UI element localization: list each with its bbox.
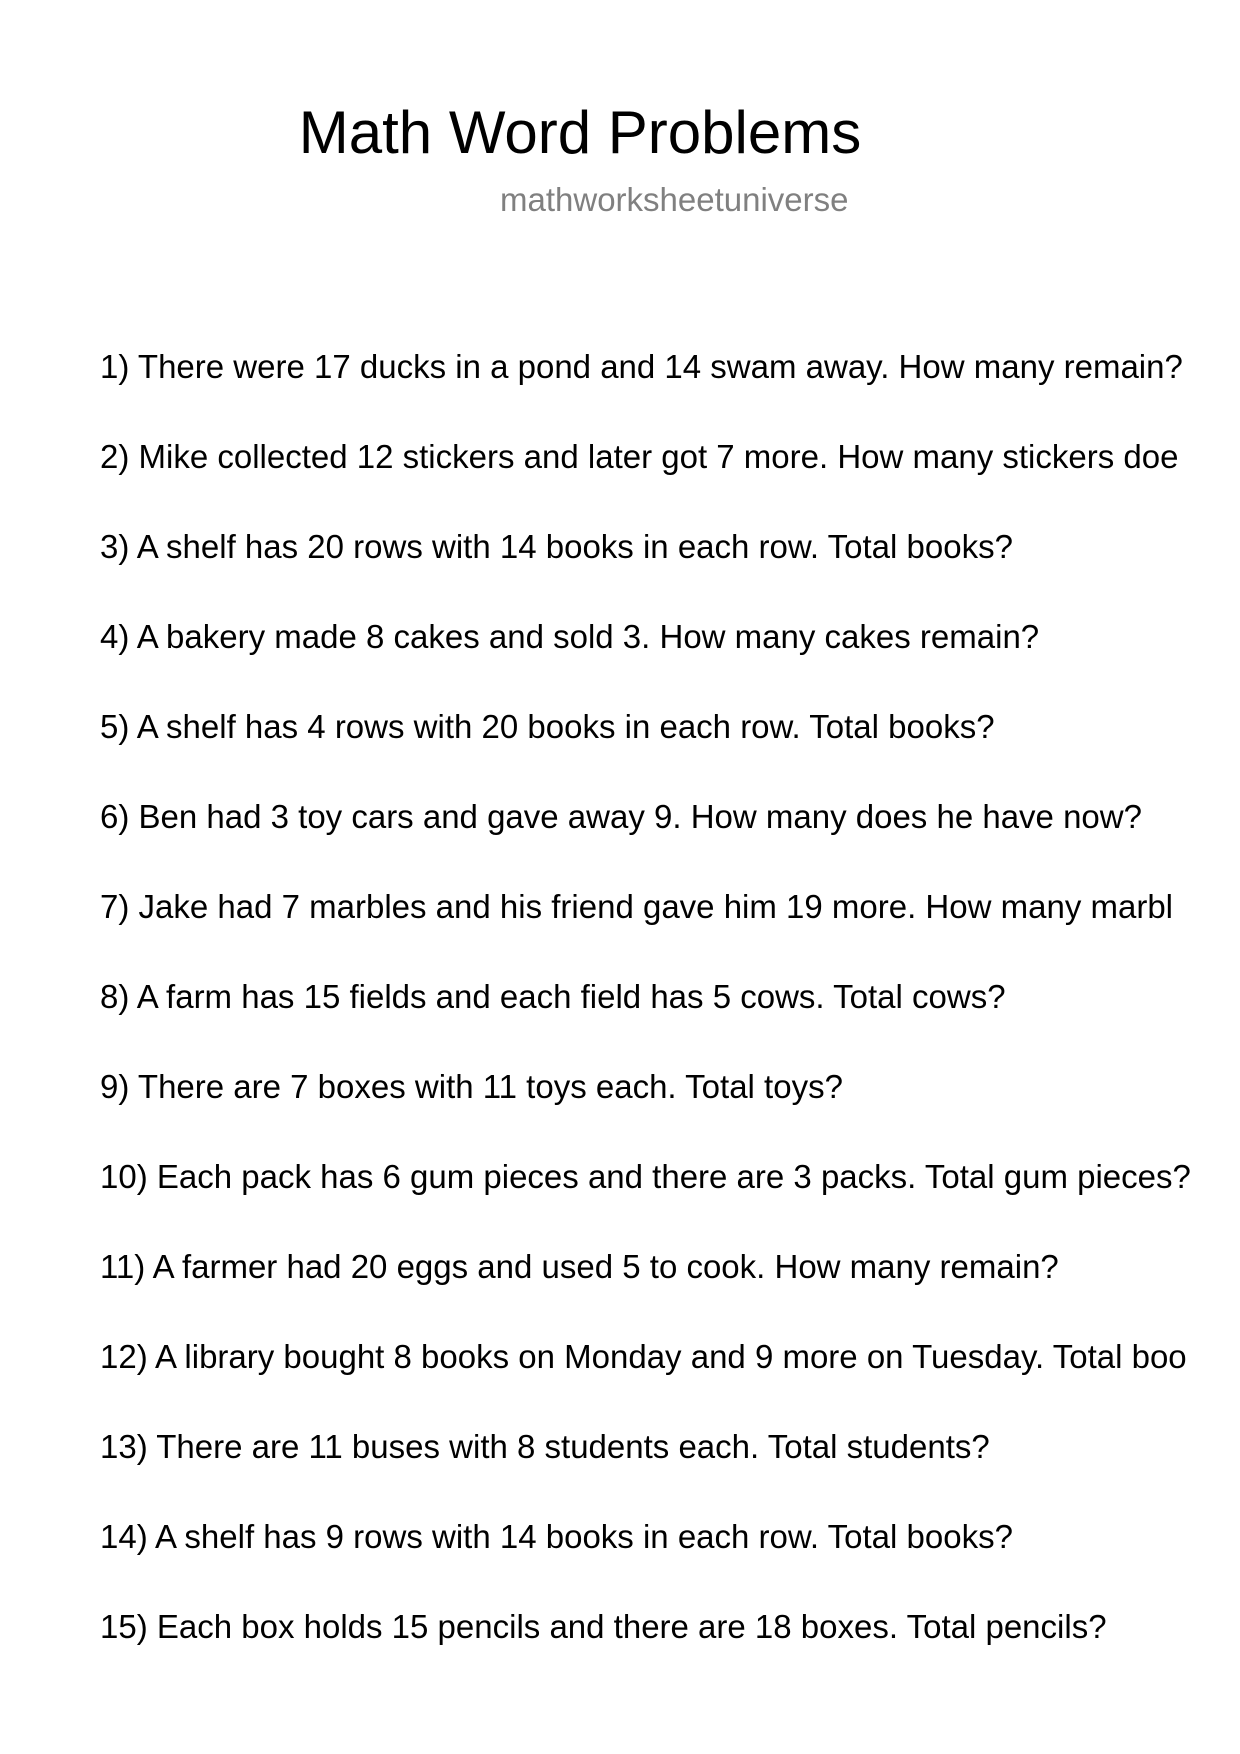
problem-item: 9) There are 7 boxes with 11 toys each. Total toys? [100,1068,843,1105]
problem-item: 7) Jake had 7 marbles and his friend gave him 19 more. How many marbl [100,888,1173,925]
problem-item: 5) A shelf has 4 rows with 20 books in each row. Total books? [100,708,995,745]
problem-list [100,347,1240,1697]
problem-item: 3) A shelf has 20 rows with 14 books in each row. Total books? [100,528,1013,565]
problem-item: 14) A shelf has 9 rows with 14 books in each row. Total books? [100,1518,1013,1555]
problem-item: 6) Ben had 3 toy cars and gave away 9. How many does he have now? [100,798,1142,835]
page-subtitle: mathworksheetuniverse [500,181,849,218]
problem-item: 11) A farmer had 20 eggs and used 5 to cook. How many remain? [100,1248,1059,1285]
problem-item: 10) Each pack has 6 gum pieces and there are 3 packs. Total gum pieces? [100,1158,1191,1195]
problem-item: 2) Mike collected 12 stickers and later got 7 more. How many stickers doe [100,438,1179,475]
problem-item: 4) A bakery made 8 cakes and sold 3. How many cakes remain? [100,618,1040,655]
problem-item: 8) A farm has 15 fields and each field has 5 cows. Total cows? [100,978,1006,1015]
problem-item: 15) Each box holds 15 pencils and there are 18 boxes. Total pencils? [100,1608,1107,1645]
problem-item: 1) There were 17 ducks in a pond and 14 swam away. How many remain? [100,348,1183,385]
problem-item: 12) A library bought 8 books on Monday and 9 more on Tuesday. Total boo [100,1338,1187,1375]
page-title: Math Word Problems [298,99,862,166]
problem-item: 13) There are 11 buses with 8 students each. Total students? [100,1428,990,1465]
